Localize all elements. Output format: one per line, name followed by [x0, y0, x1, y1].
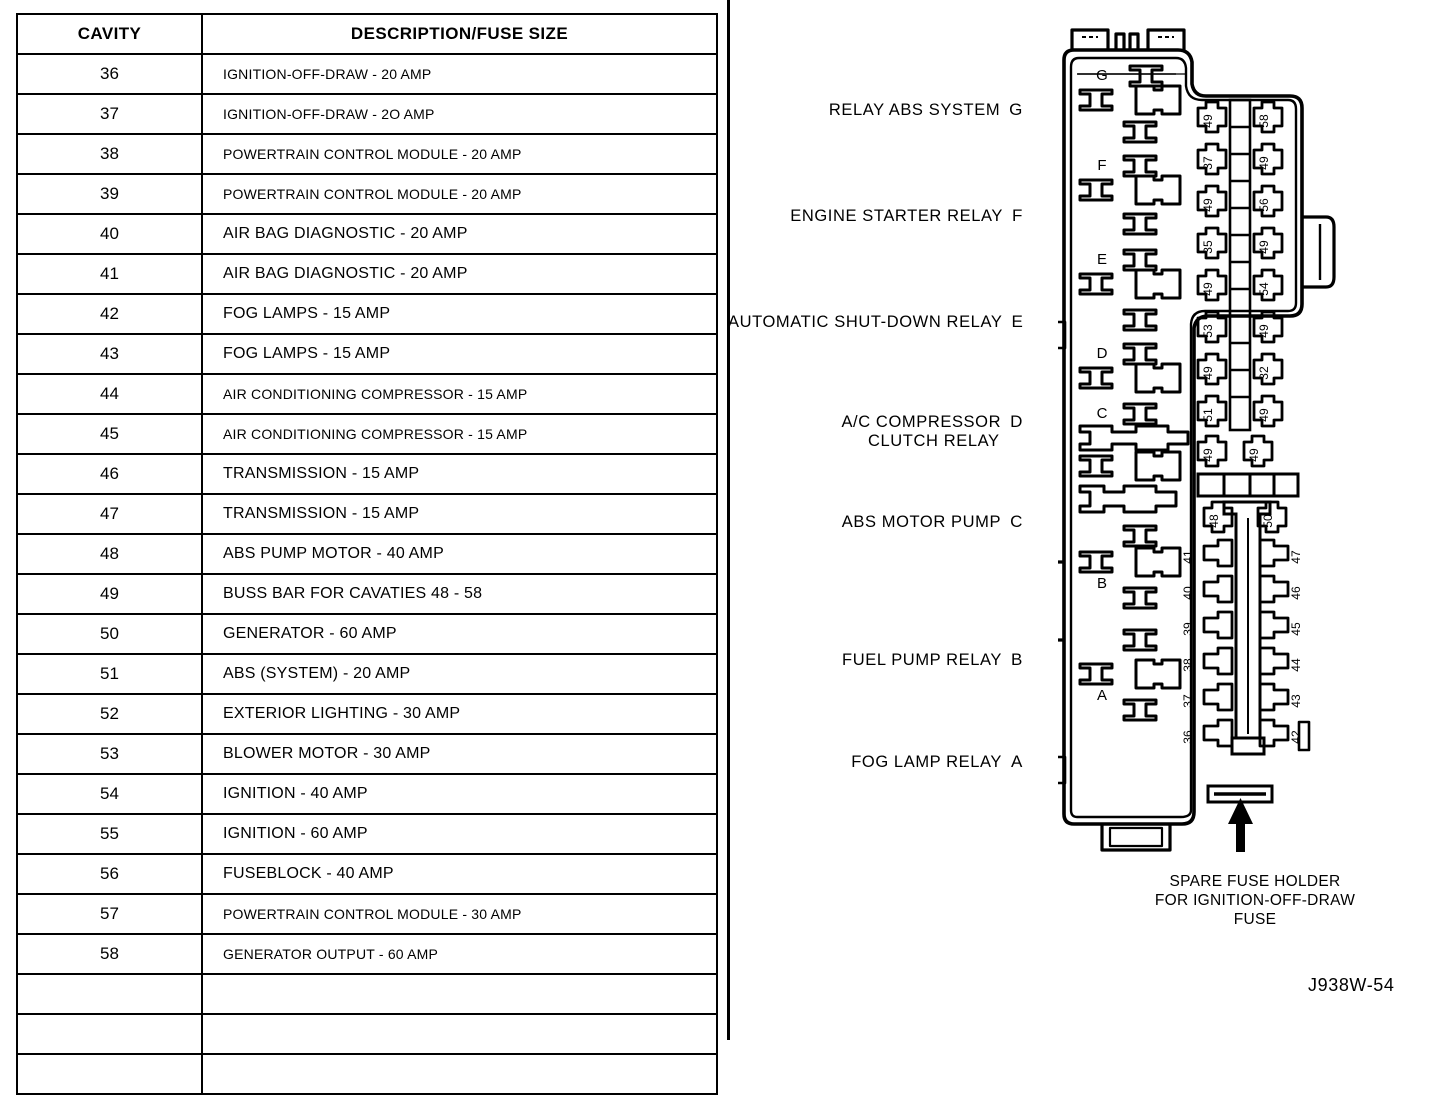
header-cavity: CAVITY: [17, 14, 202, 54]
cell-description: IGNITION - 60 AMP: [202, 814, 717, 854]
table-row: [17, 54, 717, 94]
cell-cavity: 50: [17, 614, 202, 654]
cell-description: [202, 1014, 717, 1054]
label-text: A/C COMPRESSOR: [841, 413, 1002, 431]
label-abs-motor-pump: [758, 512, 1023, 532]
cell-description: FOG LAMPS - 15 AMP: [202, 334, 717, 374]
cell-description: AIR BAG DIAGNOSTIC - 20 AMP: [202, 254, 717, 294]
label-code: D: [1010, 412, 1023, 431]
cell-cavity: [17, 1054, 202, 1094]
cell-cavity: 41: [17, 254, 202, 294]
table-row: [17, 1014, 717, 1054]
cell-cavity: 55: [17, 814, 202, 854]
cell-description: POWERTRAIN CONTROL MODULE - 20 AMP: [202, 174, 717, 214]
block-letter-A: A: [1096, 687, 1108, 704]
cell-description: TRANSMISSION - 15 AMP: [202, 494, 717, 534]
cell-cavity: 47: [17, 494, 202, 534]
cell-description: BLOWER MOTOR - 30 AMP: [202, 734, 717, 774]
cavity-number: 44: [1289, 658, 1303, 672]
block-letter-G: G: [1096, 67, 1108, 84]
cavity-number: 49: [1247, 448, 1261, 462]
label-relay-abs-system: [758, 100, 1023, 120]
table-body: [17, 54, 717, 1094]
cell-cavity: 44: [17, 374, 202, 414]
cell-cavity: 54: [17, 774, 202, 814]
label-text: FUEL PUMP RELAY: [842, 651, 1003, 669]
cell-description: AIR CONDITIONING COMPRESSOR - 15 AMP: [202, 414, 717, 454]
cavity-table-panel: [0, 0, 728, 1040]
cavity-number: 56: [1257, 198, 1271, 212]
cavity-number: 58: [1257, 114, 1271, 128]
cavity-number: 49: [1201, 282, 1215, 296]
label-text: RELAY ABS SYSTEM: [828, 101, 1001, 119]
cavity-number: 36: [1181, 730, 1195, 744]
cavity-number: 38: [1181, 658, 1195, 672]
table-row: [17, 774, 717, 814]
table-row: [17, 574, 717, 614]
fuse-block-diagram-panel: [728, 0, 1440, 1040]
cell-description: ABS PUMP MOTOR - 40 AMP: [202, 534, 717, 574]
label-fog-lamp-relay: [758, 752, 1023, 772]
cavity-number: 49: [1257, 240, 1271, 254]
block-letter-B: B: [1096, 575, 1108, 592]
cell-cavity: 49: [17, 574, 202, 614]
cavity-number: 50: [1261, 514, 1275, 528]
label-text-line2: CLUTCH RELAY: [868, 432, 1000, 450]
cell-description: [202, 974, 717, 1014]
caption-line-2: FOR IGNITION-OFF-DRAW: [1154, 892, 1356, 909]
cell-cavity: 52: [17, 694, 202, 734]
cell-cavity: 51: [17, 654, 202, 694]
cell-description: POWERTRAIN CONTROL MODULE - 20 AMP: [202, 134, 717, 174]
label-code: A: [1011, 752, 1023, 771]
cavity-number: 49: [1257, 408, 1271, 422]
block-letter-E: E: [1096, 251, 1108, 268]
caption-line-3: FUSE: [1233, 911, 1277, 928]
cell-cavity: 57: [17, 894, 202, 934]
label-ac-compressor-clutch-relay: [758, 412, 1023, 451]
cell-cavity: 40: [17, 214, 202, 254]
figure-code: J938W-54: [1308, 975, 1395, 995]
cavity-number: 41: [1181, 550, 1195, 564]
cavity-number: 49: [1201, 198, 1215, 212]
label-code: C: [1010, 512, 1023, 531]
cavity-number: 40: [1181, 586, 1195, 600]
cell-description: IGNITION-OFF-DRAW - 20 AMP: [202, 54, 717, 94]
cavity-number: 43: [1289, 694, 1303, 708]
cell-cavity: 48: [17, 534, 202, 574]
cell-cavity: 42: [17, 294, 202, 334]
cavity-number: 37: [1181, 694, 1195, 708]
table-row: [17, 374, 717, 414]
label-text: FOG LAMP RELAY: [851, 753, 1003, 771]
cavity-number: 49: [1257, 324, 1271, 338]
header-description: DESCRIPTION/FUSE SIZE: [202, 14, 717, 54]
caption-line-1: SPARE FUSE HOLDER: [1169, 873, 1341, 890]
block-letter-F: F: [1097, 157, 1107, 174]
cell-cavity: 37: [17, 94, 202, 134]
table-row: [17, 814, 717, 854]
table-row: [17, 214, 717, 254]
fuse-cavity-table: [16, 13, 718, 1095]
label-code: E: [1011, 312, 1024, 331]
cell-description: ABS (SYSTEM) - 20 AMP: [202, 654, 717, 694]
cell-description: IGNITION-OFF-DRAW - 2O AMP: [202, 94, 717, 134]
cell-description: [202, 1054, 717, 1094]
cell-description: IGNITION - 40 AMP: [202, 774, 717, 814]
cell-cavity: 46: [17, 454, 202, 494]
cavity-number: 37: [1201, 156, 1215, 170]
cell-cavity: 56: [17, 854, 202, 894]
label-code: B: [1011, 650, 1023, 669]
cavity-number: 32: [1257, 366, 1271, 380]
cavity-number: 49: [1257, 156, 1271, 170]
cavity-number: 53: [1201, 324, 1215, 338]
cell-cavity: [17, 1014, 202, 1054]
table-row: [17, 174, 717, 214]
label-text: ABS MOTOR PUMP: [841, 513, 1002, 531]
cell-cavity: 36: [17, 54, 202, 94]
cell-cavity: 58: [17, 934, 202, 974]
cavity-number: 54: [1257, 282, 1271, 296]
table-row: [17, 614, 717, 654]
cavity-number: 51: [1201, 408, 1215, 422]
cell-cavity: 45: [17, 414, 202, 454]
cell-description: TRANSMISSION - 15 AMP: [202, 454, 717, 494]
table-row: [17, 254, 717, 294]
cell-description: FOG LAMPS - 15 AMP: [202, 294, 717, 334]
table-row: [17, 894, 717, 934]
table-row: [17, 734, 717, 774]
cavity-number: 49: [1201, 448, 1215, 462]
table-row: [17, 534, 717, 574]
cavity-number: 45: [1289, 622, 1303, 636]
block-letter-C: C: [1096, 405, 1108, 422]
cavity-number: 47: [1289, 550, 1303, 564]
label-automatic-shut-down-relay: [728, 312, 1023, 332]
table-row: [17, 654, 717, 694]
label-code: G: [1009, 100, 1023, 119]
table-row: [17, 294, 717, 334]
table-row: [17, 334, 717, 374]
cell-description: EXTERIOR LIGHTING - 30 AMP: [202, 694, 717, 734]
cavity-number: 39: [1181, 622, 1195, 636]
cell-cavity: 38: [17, 134, 202, 174]
cavity-number: 48: [1207, 514, 1221, 528]
table-row: [17, 94, 717, 134]
label-fuel-pump-relay: [758, 650, 1023, 670]
table-row: [17, 854, 717, 894]
cell-cavity: 39: [17, 174, 202, 214]
cell-description: BUSS BAR FOR CAVATIES 48 - 58: [202, 574, 717, 614]
cell-cavity: 53: [17, 734, 202, 774]
table-row: [17, 934, 717, 974]
table-row: [17, 974, 717, 1014]
spare-fuse-caption: [1140, 872, 1370, 929]
cell-description: POWERTRAIN CONTROL MODULE - 30 AMP: [202, 894, 717, 934]
cavity-number: 49: [1201, 366, 1215, 380]
cell-cavity: 43: [17, 334, 202, 374]
label-code: F: [1012, 206, 1023, 225]
cell-description: GENERATOR - 60 AMP: [202, 614, 717, 654]
label-text: AUTOMATIC SHUT-DOWN RELAY: [728, 313, 1003, 331]
table-row: [17, 134, 717, 174]
cavity-number: 35: [1201, 240, 1215, 254]
cell-description: AIR BAG DIAGNOSTIC - 20 AMP: [202, 214, 717, 254]
table-row: [17, 454, 717, 494]
table-row: [17, 694, 717, 734]
cell-description: GENERATOR OUTPUT - 60 AMP: [202, 934, 717, 974]
table-row: [17, 494, 717, 534]
cavity-number: 42: [1289, 730, 1303, 744]
fuse-block-illustration: [1058, 22, 1408, 852]
cell-cavity: [17, 974, 202, 1014]
table-row: [17, 1054, 717, 1094]
label-text: ENGINE STARTER RELAY: [790, 207, 1004, 225]
cell-description: AIR CONDITIONING COMPRESSOR - 15 AMP: [202, 374, 717, 414]
label-engine-starter-relay: [758, 206, 1023, 226]
cavity-number: 49: [1201, 114, 1215, 128]
cavity-number: 46: [1289, 586, 1303, 600]
table-header-row: [17, 14, 717, 54]
block-letter-D: D: [1096, 345, 1108, 362]
cell-description: FUSEBLOCK - 40 AMP: [202, 854, 717, 894]
table-row: [17, 414, 717, 454]
spare-fuse-arrow: [1228, 798, 1253, 852]
